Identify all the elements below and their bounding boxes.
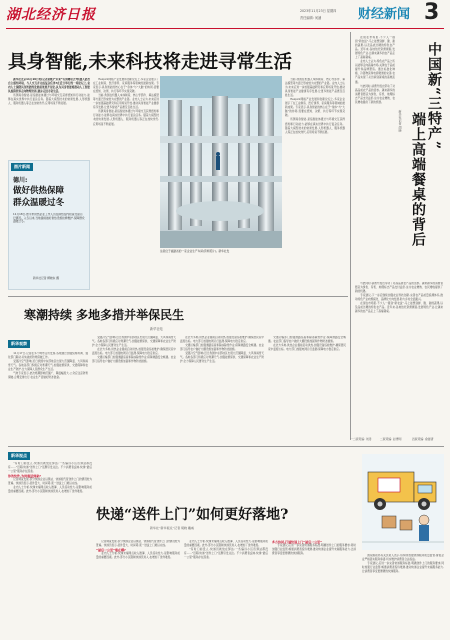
express-paragraph: 业内人士分析,快递末端网点收入微薄、人员流动性大,是影响服务质量的重要因素。此外,部分小区限制快递员进入,也增加了送件难度。 bbox=[184, 540, 268, 548]
cold-wave-col-2 bbox=[92, 336, 176, 442]
express-paragraph: 国家邮政局有关负责人表示,将持续加强快递服务质量监管,督促企业严格落实服务承诺,切实维护消费者合法权益。 bbox=[362, 554, 444, 562]
lead-title: 具身智能,未来科技将走进寻常生活 bbox=[8, 52, 292, 73]
footer-editor-1: 一二版责编: 刘涛 bbox=[350, 437, 372, 441]
article-paragraph: 在北方多地,供热企业提前启动供热,加强设备巡检维护,确保居民家中温度达标。电力部门加强电网运行监测,保障电力稳定供应。 bbox=[92, 348, 176, 356]
feature-paragraph: 与此同时,消费升级也带动了对高品质农产品的需求。越来越多的消费者愿意为绿色、有机、地理标志产品支付溢价,这为农业增效、农民增收提供了新的机遇。 bbox=[355, 84, 395, 104]
article-paragraph: 交通运输部门加强道路巡查和除冰除雪作业,保障道路安全畅通。农业部门指导农户做好大棚设施加固和作物防冻措施。 bbox=[268, 336, 346, 344]
express-subhead: “最后一公里”难在哪? bbox=[96, 548, 126, 553]
footer-editor-2: 二版责编: 赵博闻 bbox=[380, 437, 402, 441]
lead-column-1 bbox=[8, 78, 90, 154]
masthead bbox=[0, 0, 450, 30]
factory-photo bbox=[160, 76, 282, 248]
express-paragraph: 业内人士分析,快递末端网点收入微薄、人员流动性大,是影响服务质量的重要因素。此外,部分小区限制快递员进入,也增加了送件难度。 bbox=[96, 552, 180, 560]
factory-photo-caption: 这是位于福建省的一家企业生产车间(资料照片)。新华社发 bbox=[160, 249, 230, 253]
photo-news-box bbox=[8, 160, 90, 290]
article-paragraph: 受强冷空气影响,近日我国中东部地区出现大范围降温、大风和雨雪天气。各地各部门积极应对寒潮天气,加强能源保供、交通保障和农业生产防护,全力保障人民群众生产生活。 bbox=[8, 360, 88, 372]
express-subhead: 你的快件,为何难送到家? bbox=[8, 474, 41, 479]
right-feature-title: 中国新“三特产” bbox=[426, 42, 442, 151]
footer-editor-3: 四版责编: 俞晏清 bbox=[412, 437, 434, 441]
express-paragraph: 记者调查发现,部分快递企业以驿站、快递柜代替送件上门的情况较为普遍。快递员表示,派件量大、时间紧,逐一送货上门难以完成。 bbox=[8, 478, 92, 486]
section-name: 财经新闻 bbox=[358, 7, 411, 22]
page-number: 3 bbox=[424, 0, 440, 25]
photo-news-badge: 图片新闻 bbox=[11, 163, 33, 171]
feature-paragraph: 业内人士认为,特色农产品之所以能够走向高端市场,关键在于品质提升和品牌塑造。通过标准化种植、冷链物流和电商渠道的完善,农产品实现了从田间到餐桌的高效流通。 bbox=[355, 60, 395, 84]
lead-column-3 bbox=[285, 78, 345, 238]
express-byline: 新华社“新华视点”记者 胡晓 戴威 bbox=[150, 526, 195, 530]
lead-paragraph: Hexpick网格产业发展和创新论坛上,多家企业展示了在工业制造、医疗康养、家庭服务等领域的最新成果。专家表示,具身智能的核心在于“身体”与“大脑”的协同,需要在感知、决策、执行等环节实现突破。 bbox=[93, 78, 159, 94]
cold-wave-col-1 bbox=[8, 352, 88, 442]
express-col-5 bbox=[362, 554, 444, 636]
express-col-4 bbox=[272, 540, 356, 636]
photo-news-place: 德川: bbox=[13, 177, 28, 184]
lead-paragraph: 所谓具身智能,是指智能体通过与环境交互获得感知和行动能力,能够在真实世界中执行复杂任务。随着大模型技术的快速发展,人形机器人、服务机器人等正在加快迭代,应用场景不断拓展。 bbox=[8, 94, 90, 106]
feature-paragraph: 与此同时,消费升级也带动了对高品质农产品的需求。越来越多的消费者愿意为绿色、有机、地理标志产品支付溢价,这为农业增效、农民增收提供了新的机遇。 bbox=[355, 282, 443, 294]
delivery-illustration bbox=[362, 454, 444, 550]
lead-paragraph: 所谓具身智能,是指智能体通过与环境交互获得感知和行动能力,能够在真实世界中执行复杂任务。随着大模型技术的快速发展,人形机器人、服务机器人等正在加快迭代,应用场景不断拓展。 bbox=[285, 118, 345, 134]
cold-wave-col-4 bbox=[268, 336, 346, 442]
right-feature-col-2 bbox=[355, 282, 443, 432]
logo: 湖北经济日报 bbox=[6, 7, 96, 23]
footer-rule bbox=[8, 446, 444, 447]
cold-wave-title: 寒潮持续 多地多措并举保民生 bbox=[24, 308, 185, 322]
article-paragraph: 受强冷空气影响,近日我国中东部地区出现大范围降温、大风和雨雪天气。各地各部门积极应对寒潮天气,加强能源保供、交通保障和农业生产防护,全力保障人民群众生产生活。 bbox=[92, 336, 176, 348]
article-paragraph: 在北方多地,供热企业提前启动供热,加强设备巡检维护,确保居民家中温度达标。电力部门加强电网运行监测,保障电力稳定供应。 bbox=[180, 336, 264, 344]
photo-news-title: 做好供热保障 bbox=[13, 186, 65, 196]
express-paragraph: 专家建议,应进一步完善快递服务标准,明确送件上门的服务要求;同时加强行业监管,畅通消费者投诉渠道,推动快递企业提升末端服务能力,让消费者享受更便捷的快递服务。 bbox=[272, 544, 356, 556]
section-rule bbox=[8, 296, 348, 297]
photo-news-credit: 新华社记者 柳晓东 摄 bbox=[33, 276, 59, 280]
express-col-1 bbox=[8, 462, 92, 636]
article-paragraph: 气象专家表示,此次寒潮影响范围广、降温幅度大,公众应注意防寒保暖,合理安排出行,农业生产需做好防冻准备。 bbox=[8, 372, 88, 380]
delivery-van-icon bbox=[362, 454, 444, 550]
article-paragraph: 交通运输部门加强道路巡查和除冰除雪作业,保障道路安全畅通。农业部门指导农户做好大棚设施加固和作物防冻措施。 bbox=[92, 356, 176, 364]
cold-wave-source: 新华社电 bbox=[150, 327, 163, 331]
article-paragraph: 交通运输部门加强道路巡查和除冰除雪作业,保障道路安全畅通。农业部门指导农户做好大棚设施加固和作物防冻措施。 bbox=[180, 344, 264, 352]
express-paragraph: “有时门前没人,快递员就放在驿站;一些偏远小区连驿站都没有……”近期,快递“送件上门”话题引发关注。不少消费者反映,快递“最后一公里”服务存在落差。 bbox=[8, 462, 92, 474]
right-feature-col-1 bbox=[355, 36, 395, 276]
lead-column-2 bbox=[93, 78, 159, 238]
photo-news-caption: 11月18日,德川市供热企业工作人员在换热站内检查设备运行情况。入冬以来,当地提前做好供热设施检修维护,保障群众温暖过冬。 bbox=[13, 213, 85, 224]
express-col-3 bbox=[184, 540, 268, 636]
express-paragraph: 专家建议,应进一步完善快递服务标准,明确送件上门的服务要求;同时加强行业监管,畅通消费者投诉渠道,推动快递企业提升末端服务能力,让消费者享受更便捷的快递服务。 bbox=[362, 562, 444, 574]
masthead-rule bbox=[6, 28, 444, 29]
right-feature-title-2: 端上高端餐桌的背后 bbox=[410, 112, 426, 247]
right-feature-byline: 新华社记者 胡晓 bbox=[398, 110, 402, 132]
photo-news-title-2: 群众温暖过冬 bbox=[13, 198, 65, 208]
lead-paragraph: Hexpick网格产业发展和创新论坛上,多家企业展示了在工业制造、医疗康养、家庭服务等领域的最新成果。专家表示,具身智能的核心在于“身体”与“大脑”的协同,需要在感知、决策、执行等环节实现突破。 bbox=[285, 98, 345, 118]
article-paragraph: 受强冷空气影响,近日我国中东部地区出现大范围降温、大风和雨雪天气。各地各部门积极应对寒潮天气,加强能源保供、交通保障和农业生产防护,全力保障人民群众生产生活。 bbox=[180, 352, 264, 364]
masthead-date: 2023年11月23日 星期四 bbox=[300, 9, 337, 13]
express-col-2 bbox=[96, 540, 180, 636]
article-paragraph: 11月17日,记者在多个城市走访发现,各地通过加强统筹协调、强化部门联动,切实做好防寒保暖工作。 bbox=[8, 352, 88, 360]
masthead-editor: 责任编辑: 何涵 bbox=[300, 16, 322, 20]
article3-badge: 新华观察 bbox=[8, 340, 30, 348]
express-paragraph: 业内人士分析,快递末端网点收入微薄、人员流动性大,是影响服务质量的重要因素。此外,部分小区限制快递员进入,也增加了送件难度。 bbox=[8, 486, 92, 494]
feature-paragraph: 在现在市场里,不少人一提到“新农货”,马上能想到鲜、脆、甜的蔬果,以及品质过硬的特色农产品。近年来,各地依托资源禀赋,发展特色产业,让越来越多的农产品走上了高端餐桌。 bbox=[355, 302, 443, 314]
lead-paragraph: 当前,我国在机器人本体制造、核心零部件、算法模型等方面已形成较为完整的产业链。业内人士认为,未来应进一步加强基础研究和应用场景开放,推动具身智能产业健康有序发展,让更多智能产品惠及百姓生活。 bbox=[285, 78, 345, 98]
cold-wave-col-3 bbox=[180, 336, 264, 442]
express-badge: 新华视点 bbox=[8, 452, 30, 460]
feature-paragraph: 在现在市场里,不少人一提到“新农货”,马上能想到鲜、脆、甜的蔬果,以及品质过硬的特色农产品。近年来,各地依托资源禀赋,发展特色产业,让越来越多的农产品走上了高端餐桌。 bbox=[355, 36, 395, 60]
express-title: 快递“送件上门”如何更好落地? bbox=[96, 507, 289, 523]
feature-paragraph: 专家建议,下一步应继续加强农业科技创新,完善农产品质量追溯体系,推动特色产业向规模化、品牌化方向发展,助力乡村全面振兴。 bbox=[355, 294, 443, 302]
right-column-divider bbox=[350, 32, 351, 440]
express-subhead: 多方协同,打通快递上门“最后一公里” bbox=[272, 540, 323, 544]
express-paragraph: 记者调查发现,部分快递企业以驿站、快递柜代替送件上门的情况较为普遍。快递员表示,派件量大、时间紧,逐一送货上门难以完成。 bbox=[96, 540, 180, 548]
article-paragraph: 在北方多地,供热企业提前启动供热,加强设备巡检维护,确保居民家中温度达标。电力部门加强电网运行监测,保障电力稳定供应。 bbox=[268, 344, 346, 352]
lead-paragraph: 当前,我国在机器人本体制造、核心零部件、算法模型等方面已形成较为完整的产业链。业内人士认为,未来应进一步加强基础研究和应用场景开放,推动具身智能产业健康有序发展,让更多智能产品惠及百姓生活。 bbox=[93, 94, 159, 110]
express-paragraph: “有时门前没人,快递员就放在驿站;一些偏远小区连驿站都没有……”近期,快递“送件上门”话题引发关注。不少消费者反映,快递“最后一公里”服务存在落差。 bbox=[184, 548, 268, 560]
lead-deck: 新华社北京11月19日电(记者黄筱)“未来”有到哪里去?机器人能否自主感知环境、与人交互并完成复杂任务?在近日举行的一场论坛上,业内人士围绕具身智能的发展前景展开讨论,认为具身智能将推动人工智能从虚拟世界走向物理世界,逐步走进寻常生活。 bbox=[8, 78, 90, 94]
lead-paragraph: 所谓具身智能,是指智能体通过与环境交互获得感知和行动能力,能够在真实世界中执行复杂任务。随着大模型技术的快速发展,人形机器人、服务机器人等正在加快迭代,应用场景不断拓展。 bbox=[93, 110, 159, 126]
